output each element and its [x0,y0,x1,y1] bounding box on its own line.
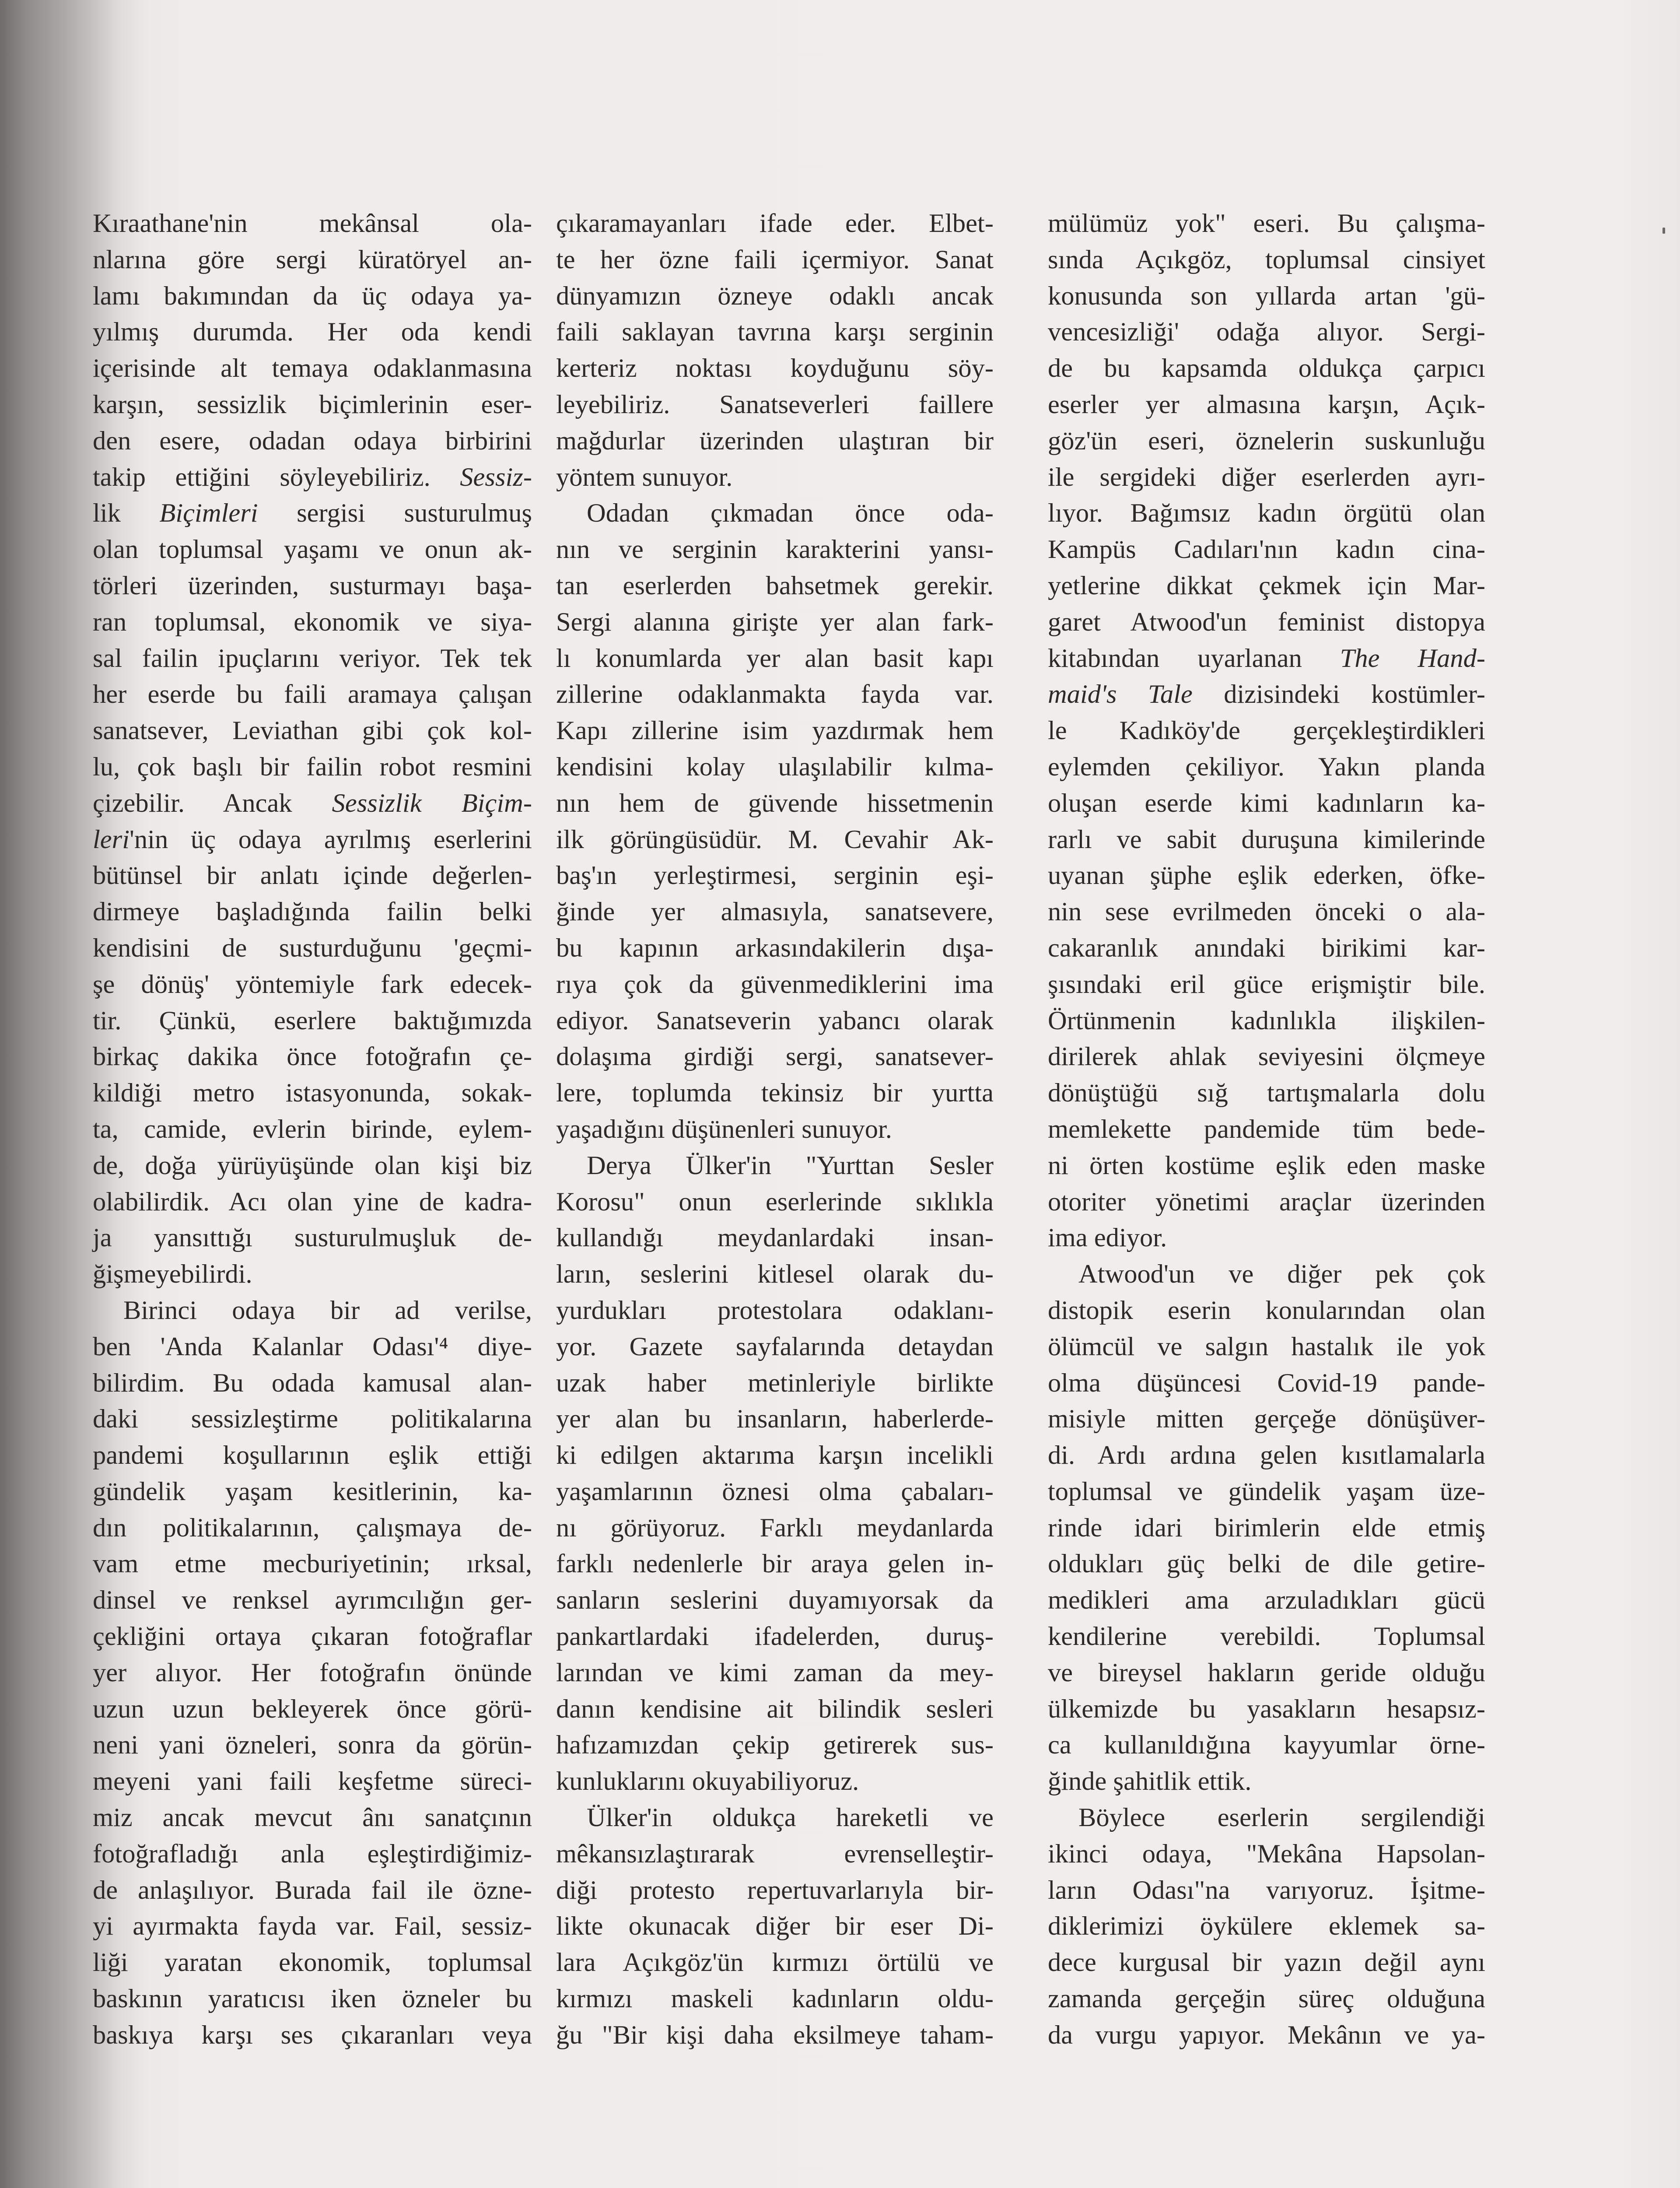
text-line: cakaranlık anındaki birikimi kar- [1048,933,1485,963]
margin-mark [1662,228,1665,234]
text-line: fotoğrafladığı anla eşleştirdiğimiz- [93,1839,532,1869]
text-line: nlarına göre sergi küratöryel an- [93,245,532,274]
text-line: liği yaratan ekonomik, toplumsal [93,1948,532,1978]
text-line: garet Atwood'un feminist distopya [1048,607,1485,637]
text-line: rarlı ve sabit duruşuna kimilerinde [1048,824,1485,854]
text-column-3 [1048,206,1485,2054]
text-line: baş'ın yerleştirmesi, serginin eşi- [556,861,994,891]
text-line: le Kadıköy'de gerçekleştirdikleri [1048,716,1485,746]
text-line: diği protesto repertuvarlarıyla bir- [556,1875,994,1905]
text-line: olabilirdik. Acı olan yine de kadra- [93,1187,532,1217]
text-column-2 [556,206,994,2054]
text-line: uzak haber metinleriyle birlikte [556,1368,994,1398]
text-line: zillerine odaklanmakta fayda var. [556,680,994,709]
text-line: leri'nin üç odaya ayrılmış eserlerini [93,824,532,854]
text-line: konusunda son yıllarda artan 'gü- [1048,281,1485,311]
text-line: de bu kapsamda oldukça çarpıcı [1048,354,1485,383]
text-line: Derya Ülker'in "Yurttan Sesler [587,1150,994,1180]
text-line: miz ancak mevcut ânı sanatçının [93,1803,532,1833]
text-line: neni yani özneleri, sonra da görün- [93,1730,532,1760]
text-line: lıyor. Bağımsız kadın örgütü olan [1048,498,1485,528]
text-line: dinsel ve renksel ayrımcılığın ger- [93,1585,532,1615]
text-line: ölümcül ve salgın hastalık ile yok [1048,1332,1485,1361]
text-line: rıya çok da güvenmediklerini ima [556,969,994,999]
text-line: nin sese evrilmeden önceki o ala- [1048,897,1485,927]
text-line: sanların seslerini duyamıyorsak da [556,1585,994,1615]
text-column-1 [93,206,532,2054]
text-line: gündelik yaşam kesitlerinin, ka- [93,1476,532,1506]
text-line: bu kapının arkasındakilerin dışa- [556,933,994,963]
text-line: da vurgu yapıyor. Mekânın ve ya- [1048,2020,1485,2050]
text-line: kullandığı meydanlardaki insan- [556,1223,994,1253]
text-line: te her özne faili içermiyor. Sanat [556,245,994,274]
text-line: memlekette pandemide tüm bede- [1048,1114,1485,1144]
text-line: mêkansızlaştırarak evrenselleştir- [556,1839,994,1869]
text-line: larından ve kimi zaman da mey- [556,1658,994,1687]
text-line: törleri üzerinden, susturmayı başa- [93,571,532,600]
text-line: mülümüz yok" eseri. Bu çalışma- [1048,209,1485,238]
text-line: yi ayırmakta fayda var. Fail, sessiz- [93,1911,532,1941]
text-line: leyebiliriz. Sanatseverleri faillere [556,389,994,419]
text-line: Birinci odaya bir ad verilse, [123,1295,532,1325]
text-line: lı konumlarda yer alan basit kapı [556,643,994,673]
text-line: lamı bakımından da üç odaya ya- [93,281,532,311]
text-line: Atwood'un ve diğer pek çok [1078,1259,1485,1289]
text-line: misiyle mitten gerçeğe dönüşüver- [1048,1404,1485,1434]
text-line: yetlerine dikkat çekmek için Mar- [1048,571,1485,600]
text-line: Örtünmenin kadınlıkla ilişkilen- [1048,1006,1485,1035]
text-line: eserler yer almasına karşın, Açık- [1048,389,1485,419]
text-line: faili saklayan tavrına karşı serginin [556,317,994,347]
text-line: lere, toplumda tekinsiz bir yurtta [556,1078,994,1108]
text-line: ilk görüngüsüdür. M. Cevahir Ak- [556,824,994,854]
text-line: Böylece eserlerin sergilendiği [1078,1803,1485,1833]
text-line: dirilerek ahlak seviyesini ölçmeye [1048,1042,1485,1072]
text-line: pankartlardaki ifadelerden, duruş- [556,1622,994,1652]
text-line: dolaşıma girdiği sergi, sanatsever- [556,1042,994,1072]
text-line: Korosu" onun eserlerinde sıklıkla [556,1187,994,1217]
text-line: ların, seslerini kitlesel olarak du- [556,1259,994,1289]
text-line: Odadan çıkmadan önce oda- [587,498,994,528]
text-line: ni örten kostüme eşlik eden maske [1048,1150,1485,1180]
text-line: kendilerine verebildi. Toplumsal [1048,1622,1485,1652]
text-line: şısındaki eril güce erişmiştir bile. [1048,969,1485,999]
text-line: ja yansıttığı susturulmuşluk de- [93,1223,532,1253]
text-line: çizebilir. Ancak Sessizlik Biçim- [93,788,532,818]
text-line: den esere, odadan odaya birbirini [93,426,532,456]
text-line: nın ve serginin karakterini yansı- [556,535,994,565]
text-line: olan toplumsal yaşamı ve onun ak- [93,535,532,565]
text-line: lik Biçimleri sergisi susturulmuş [93,498,532,528]
text-line: meyeni yani faili keşfetme süreci- [93,1767,532,1796]
text-line: zamanda gerçeğin süreç olduğuna [1048,1984,1485,2014]
text-line: likte okunacak diğer bir eser Di- [556,1911,994,1941]
text-line: ca kullanıldığına kayyumlar örne- [1048,1730,1485,1760]
text-line: kildiği metro istasyonunda, sokak- [93,1078,532,1108]
text-line: di. Ardı ardına gelen kısıtlamalarla [1048,1441,1485,1470]
text-line: yılmış durumda. Her oda kendi [93,317,532,347]
text-line: toplumsal ve gündelik yaşam üze- [1048,1476,1485,1506]
text-line: dönüştüğü sığ tartışmalarla dolu [1048,1078,1485,1108]
text-line: sında Açıkgöz, toplumsal cinsiyet [1048,245,1485,274]
text-line: tir. Çünkü, eserlere baktığımızda [93,1006,532,1035]
text-line: her eserde bu faili aramaya çalışan [93,680,532,709]
text-line: kunluklarını okuyabiliyoruz. [556,1767,859,1796]
text-line: Kıraathane'nin mekânsal ola- [93,209,532,238]
text-line: ben 'Anda Kalanlar Odası'⁴ diye- [93,1332,532,1361]
text-line: ran toplumsal, ekonomik ve siya- [93,607,532,637]
text-line: nın hem de güvende hissetmenin [556,788,994,818]
text-line: birkaç dakika önce fotoğrafın çe- [93,1042,532,1072]
text-line: ğinde yer almasıyla, sanatsevere, [556,897,994,927]
text-line: distopik eserin konularından olan [1048,1295,1485,1325]
text-line: sal failin ipuçlarını veriyor. Tek tek [93,643,532,673]
text-line: yurdukları protestolara odaklanı- [556,1295,994,1325]
text-line: ikinci odaya, "Mekâna Hapsolan- [1048,1839,1485,1869]
text-line: farklı nedenlerle bir araya gelen in- [556,1549,994,1579]
text-line: bilirdim. Bu odada kamusal alan- [93,1368,532,1398]
text-line: sanatsever, Leviathan gibi çok kol- [93,716,532,746]
text-line: maid's Tale dizisindeki kostümler- [1048,680,1485,709]
text-line: dirmeye başladığında failin belki [93,897,532,927]
text-line: ğişmeyebilirdi. [93,1259,252,1289]
text-line: kerteriz noktası koyduğunu söy- [556,354,994,383]
text-line: ima ediyor. [1048,1223,1167,1253]
text-line: lara Açıkgöz'ün kırmızı örtülü ve [556,1948,994,1978]
text-line: danın kendisine ait bilindik sesleri [556,1694,994,1724]
text-line: yor. Gazete sayfalarında detaydan [556,1332,994,1361]
text-line: vencesizliği' odağa alıyor. Sergi- [1048,317,1485,347]
text-line: göz'ün eseri, öznelerin suskunluğu [1048,426,1485,456]
text-line: bütünsel bir anlatı içinde değerlen- [93,861,532,891]
text-line: Ülker'in oldukça hareketli ve [587,1803,994,1833]
text-line: ki edilgen aktarıma karşın incelikli [556,1441,994,1470]
text-line: takip ettiğini söyleyebiliriz. Sessiz- [93,462,532,492]
text-line: tan eserlerden bahsetmek gerekir. [556,571,994,600]
text-line: çıkaramayanları ifade eder. Elbet- [556,209,994,238]
text-line: yaşamlarının öznesi olma çabaları- [556,1476,994,1506]
text-line: lu, çok başlı bir failin robot resmini [93,752,532,782]
text-line: ile sergideki diğer eserlerden ayrı- [1048,462,1485,492]
text-line: yaşadığını düşünenleri sunuyor. [556,1114,892,1144]
text-line: kırmızı maskeli kadınların oldu- [556,1984,994,2014]
text-line: medikleri ama arzuladıkları gücü [1048,1585,1485,1615]
text-line: de, doğa yürüyüşünde olan kişi biz [93,1150,532,1180]
text-line: yer alıyor. Her fotoğrafın önünde [93,1658,532,1687]
text-line: daki sessizleştirme politikalarına [93,1404,532,1434]
text-line: yöntem sunuyor. [556,462,733,492]
text-line: oldukları güç belki de dile getire- [1048,1549,1485,1579]
text-line: nı görüyoruz. Farklı meydanlarda [556,1513,994,1543]
text-line: dece kurgusal bir yazın değil aynı [1048,1948,1485,1978]
text-line: ediyor. Sanatseverin yabancı olarak [556,1006,994,1035]
text-line: oluşan eserde kimi kadınların ka- [1048,788,1485,818]
text-line: pandemi koşullarının eşlik ettiği [93,1441,532,1470]
text-line: ta, camide, evlerin birinde, eylem- [93,1114,532,1144]
text-line: Sergi alanına girişte yer alan fark- [556,607,994,637]
text-line: otoriter yönetimi araçlar üzerinden [1048,1187,1485,1217]
text-line: hafızamızdan çekip getirerek sus- [556,1730,994,1760]
text-line: mağdurlar üzerinden ulaştıran bir [556,426,994,456]
text-line: eylemden çekiliyor. Yakın planda [1048,752,1485,782]
text-line: dın politikalarının, çalışmaya de- [93,1513,532,1543]
text-line: şe dönüş' yöntemiyle fark edecek- [93,969,532,999]
text-line: Kapı zillerine isim yazdırmak hem [556,716,994,746]
text-line: uyanan şüphe eşlik ederken, öfke- [1048,861,1485,891]
text-line: olma düşüncesi Covid-19 pande- [1048,1368,1485,1398]
text-line: baskıya karşı ses çıkaranları veya [93,2020,532,2050]
text-line: yer alan bu insanların, haberlerde- [556,1404,994,1434]
text-line: karşın, sessizlik biçimlerinin eser- [93,389,532,419]
text-line: kendisini kolay ulaşılabilir kılma- [556,752,994,782]
text-line: Kampüs Cadıları'nın kadın cina- [1048,535,1485,565]
text-line: ların Odası"na varıyoruz. İşitme- [1048,1875,1485,1905]
text-line: uzun uzun bekleyerek önce görü- [93,1694,532,1724]
text-line: de anlaşılıyor. Burada fail ile özne- [93,1875,532,1905]
text-line: vam etme mecburiyetinin; ırksal, [93,1549,532,1579]
text-line: baskının yaratıcısı iken özneler bu [93,1984,532,2014]
text-line: ğu "Bir kişi daha eksilmeye taham- [556,2020,994,2050]
text-line: kendisini de susturduğunu 'geçmi- [93,933,532,963]
text-line: ğinde şahitlik ettik. [1048,1767,1252,1796]
text-line: diklerimizi öykülere eklemek sa- [1048,1911,1485,1941]
text-line: ve bireysel hakların geride olduğu [1048,1658,1485,1687]
text-line: çekliğini ortaya çıkaran fotoğraflar [93,1622,532,1652]
text-line: kitabından uyarlanan The Hand- [1048,643,1485,673]
text-line: içerisinde alt temaya odaklanmasına [93,354,532,383]
text-line: dünyamızın özneye odaklı ancak [556,281,994,311]
text-line: rinde idari birimlerin elde etmiş [1048,1513,1485,1543]
text-line: ülkemizde bu yasakların hesapsız- [1048,1694,1485,1724]
